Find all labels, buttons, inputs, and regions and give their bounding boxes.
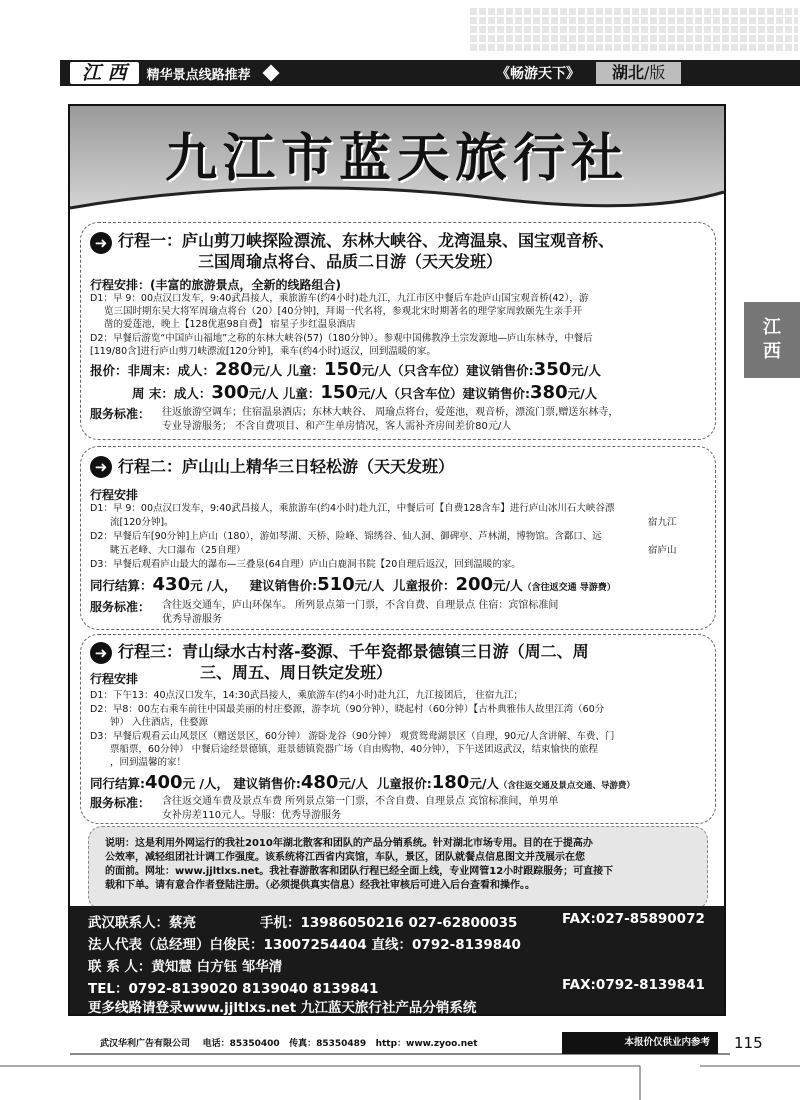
route3-price-row: [90, 772, 635, 793]
sale-unit: 元/人: [567, 386, 598, 401]
website-line: 更多线路请登录www.jjltlxs.net 九江蓝天旅行社产品分销系统: [88, 1000, 477, 1016]
price-label: 报价：非周末：成人：: [90, 363, 216, 378]
child-price: 150: [320, 382, 358, 403]
route1-price-weekend: [132, 382, 597, 403]
printer-phone: 电话：85350400: [202, 1039, 280, 1049]
route1-day2-line1: D2：早餐后游览“中国庐山福地”之称的东林大峡谷(57)（180分钟）。参观中国佛教净土宗发源地—庐山东林寺，中餐后: [90, 333, 593, 344]
disclaimer-badge: [562, 1032, 718, 1054]
route2-title: 行程二：庐山山上精华三日轻松游（天天发班）: [118, 457, 455, 476]
side-tab-char-1: 江: [763, 317, 781, 338]
child-note: （含往返交通及景点交通、导游费）: [498, 781, 635, 791]
printer-info: [100, 1036, 478, 1049]
side-region-tab: [744, 302, 800, 378]
route3-service-label: 服务标准：: [90, 796, 151, 810]
disclaimer-text: 本报价仅供业内参考: [624, 1037, 710, 1048]
price-label: 周 末：成人：: [132, 386, 212, 401]
wuhan-phone: 手机：13986050216 027-62800035: [260, 915, 518, 931]
adult-price: 300: [211, 382, 249, 403]
route3-service-line2: 女补房差110元人。导服：优秀导游服务: [162, 810, 342, 821]
agency-title: 九江市蓝天旅行社: [164, 128, 629, 189]
telephone: TEL：0792-8139020 8139040 8139841: [88, 981, 379, 997]
region-label: 江 西: [70, 62, 139, 84]
route3-day3-line1: D3：早餐后观看云山风景区（赠送景区，60分钟） 游卧龙谷（90分钟） 观赏鸳鸯湖景区（自理，90元/人含讲解、车费、门: [90, 731, 615, 742]
route1-service-label: 服务标准：: [90, 407, 151, 421]
route3-day3-line2: 票船票，60分钟） 中餐后途经景德镇，逛景德镇瓷器广场（自由购物，40分钟），下午送团返武汉，结束愉快的旅程: [110, 744, 598, 755]
child-label: 儿童报价：: [392, 578, 456, 593]
arrow-right-icon: ➜: [90, 456, 112, 478]
section-title: 精华景点线路推荐: [146, 67, 251, 83]
route2-day1-line1: D1：早 9：00点汉口发车，9:40武昌接人，乘旅游车(约4小时)赴九江，中餐后可【自费128含车】进行庐山冰川石大峡谷漂: [90, 503, 615, 514]
banner-right: [496, 62, 681, 84]
child-label: 儿童报价:: [376, 776, 432, 791]
route1-day1-line3: 凿的爱莲池，晚上【128优惠98自费】 宿星子步红温泉酒店: [104, 319, 356, 330]
edition-rest: /版: [644, 63, 666, 82]
route3-day3-line3: ，回到温馨的家！: [110, 757, 187, 768]
route2-day1-stay: 宿九江: [648, 517, 677, 528]
notice-line3: 的面前。网址：www.jjltlxs.net。我社春游散客和团队行程已经全面上线，专业网管12小时跟踪服务；可直接下: [105, 866, 614, 877]
route1-title-line2: 三国周瑜点将台、品质二日游（天天发班）: [198, 252, 503, 271]
route2-price-row: [90, 574, 616, 595]
edition-label: [596, 62, 681, 84]
price-note: 元/人（只含车位）建议销售价:: [357, 386, 531, 401]
wuhan-contact: 武汉联系人：蔡亮: [88, 915, 196, 931]
adult-price: 280: [215, 359, 253, 380]
route2-day2-line1: D2：早餐后车[90分钟]上庐山（180），游如琴湖、天桥、险峰、锦绣谷、仙人洞、御碑亭、芦林湖，博物馆。含鄱口、远: [90, 531, 602, 542]
notice-line1: 说明：这是利用外网运行的我社2010年湖北散客和团队的产品分销系统。针对湖北市场专用。目的在于提高办: [105, 838, 593, 849]
sale-unit: 元/人: [338, 776, 369, 791]
route2-day2-line2: 眺五老峰、大口瀑布（25自理）: [110, 545, 246, 556]
printer-fax: 传真：85350489: [289, 1039, 367, 1049]
printer-company: 武汉华利广告有限公司: [100, 1039, 191, 1049]
child-note: （含往返交通 导游费）: [522, 583, 616, 593]
route1-title-line1: 行程一：庐山剪刀峡探险漂流、东林大峡谷、龙湾温泉、国宝观音桥、: [118, 231, 615, 250]
peer-unit: 元 /人，: [190, 578, 237, 593]
sale-price: 510: [317, 574, 355, 595]
peer-price: 430: [152, 574, 191, 595]
route1-arrangement: 行程安排：(丰富的旅游景点，全新的线路组合): [90, 278, 341, 292]
sale-label: 建议销售价:: [249, 578, 318, 593]
price-unit: 元/人 儿童：: [248, 386, 321, 401]
route1-day1-line2: 览三国时期东吴大将军周瑜点将台（20）[40分钟]，拜谒一代名将，参观北宋时期著名的理学家周敦颐先生亲手开: [104, 306, 583, 317]
child-price: 200: [455, 574, 494, 595]
contact-persons: 联 系 人：黄知慧 白方钰 邹华清: [88, 959, 283, 975]
child-unit: 元/人: [469, 776, 499, 791]
notice-line4: 载和下单。请有意合作者登陆注册。（必须提供真实信息）经我社审核后可进入后台查看和操作。。: [105, 880, 535, 891]
banner-left: [70, 62, 277, 84]
edition-strong: 湖北: [612, 63, 645, 82]
contact-panel: [70, 906, 724, 1014]
route2-service-line2: 优秀导游服务: [162, 614, 222, 625]
route2-day2-stay: 宿庐山: [648, 545, 677, 556]
sale-unit: 元/人: [354, 578, 385, 593]
sale-price: 380: [530, 382, 568, 403]
decorative-grid: [468, 6, 798, 52]
fax: FAX:0792-8139841: [562, 977, 705, 993]
sale-price: 350: [533, 359, 572, 380]
route3-day1: D1：下午13：40点汉口发车，14:30武昌接人，乘旅游车(约4小时)赴九江，九江接团后， 住宿九江；: [90, 690, 523, 701]
price-unit: 元/人 儿童：: [252, 363, 325, 378]
legal-representative: 法人代表（总经理）白俊民：13007254404 直线：0792-8139840: [88, 937, 521, 953]
peer-unit: 元 /人，: [182, 776, 229, 791]
route1-price-weekday: [90, 359, 601, 380]
route3-service-line1: 含往返交通车费及景点车费 所列景点第一门票，不含自费、自理景点 宾馆标准间，单男单: [162, 796, 559, 807]
arrow-right-icon: ➜: [90, 232, 112, 254]
notice-line2: 公效率，减轻组团社计调工作强度。该系统将江西省内宾馆，车队，景区，团队就餐点信息图文并茂展示在您: [105, 852, 585, 863]
route3-day2-line1: D2：早8：00左右乘车前往中国最美丽的村庄婺源，游李坑（90分钟），晓起村（60分钟）【古朴典雅伟人故里江湾（60分: [90, 704, 605, 715]
side-tab-char-2: 西: [763, 341, 781, 362]
diamond-icon: [262, 65, 279, 82]
arrow-right-icon: ➜: [90, 642, 112, 664]
route3-title-line2: 三、周五、周日铁定发班）: [200, 663, 393, 682]
route2-service-line1: 含往返交通车，庐山环保车。 所列景点第一门票，不含自费、自理景点 住宿：宾馆标准间: [162, 600, 559, 611]
peer-label: 同行结算：: [90, 578, 153, 593]
sale-price: 480: [300, 772, 339, 793]
sale-label: 建议销售价:: [233, 776, 301, 791]
price-note: 元/人（只含车位）建议销售价:: [361, 363, 534, 378]
sale-unit: 元/人: [571, 363, 601, 378]
route1-day1-line1: D1：早 9：00点汉口发车，9:40武昌接人，乘旅游车(约4小时)赴九江，九江市区中餐后车赴庐山国宝观音桥(42），游: [90, 293, 589, 304]
bottom-rules: [0, 1062, 800, 1100]
child-price: 180: [431, 772, 470, 793]
route2-day1-line2: 流[120分钟]。: [110, 517, 174, 528]
book-title: 《畅游天下》: [496, 66, 580, 82]
route3-arrangement: 行程安排: [90, 672, 139, 686]
child-price: 150: [324, 359, 362, 380]
route3-day2-line2: 钟） 入住酒店，住婺源: [110, 717, 209, 728]
printer-web: http：www.zyoo.net: [375, 1039, 478, 1049]
route1-day2-line2: [119/80含]进行庐山剪刀峡漂流[120分钟]，乘车(约4小时)返汉，回到温暖的家。: [90, 346, 436, 357]
route2-day3: D3：早餐后观看庐山最大的瀑布—三叠泉(64自理）庐山白鹿洞书院【20自理后返汉，回到温暖的家。: [90, 559, 521, 570]
route1-service-line1: 往返旅游空调车；住宿温泉酒店；东林大峡谷、 周瑜点将台，爱莲池，观音桥，漂流门票,赠送东林寺，: [162, 407, 619, 418]
page-number: 115: [734, 1034, 763, 1052]
route1-service-line2: 专业导游服务； 不含自费项目、和产生单房情况，客人需补齐房间差价80元/人: [162, 421, 512, 432]
route2-service-label: 服务标准：: [90, 600, 151, 614]
notice-box: [88, 826, 708, 910]
route2-arrangement: 行程安排: [90, 488, 139, 502]
peer-price: 400: [145, 772, 183, 793]
child-unit: 元/人: [493, 578, 523, 593]
route3-title-line1: 行程三：青山绿水古村落-婺源、千年瓷都景德镇三日游（周二、周: [118, 642, 589, 661]
wuhan-fax: FAX:027-85890072: [562, 911, 705, 927]
peer-label: 同行结算:: [90, 776, 145, 791]
